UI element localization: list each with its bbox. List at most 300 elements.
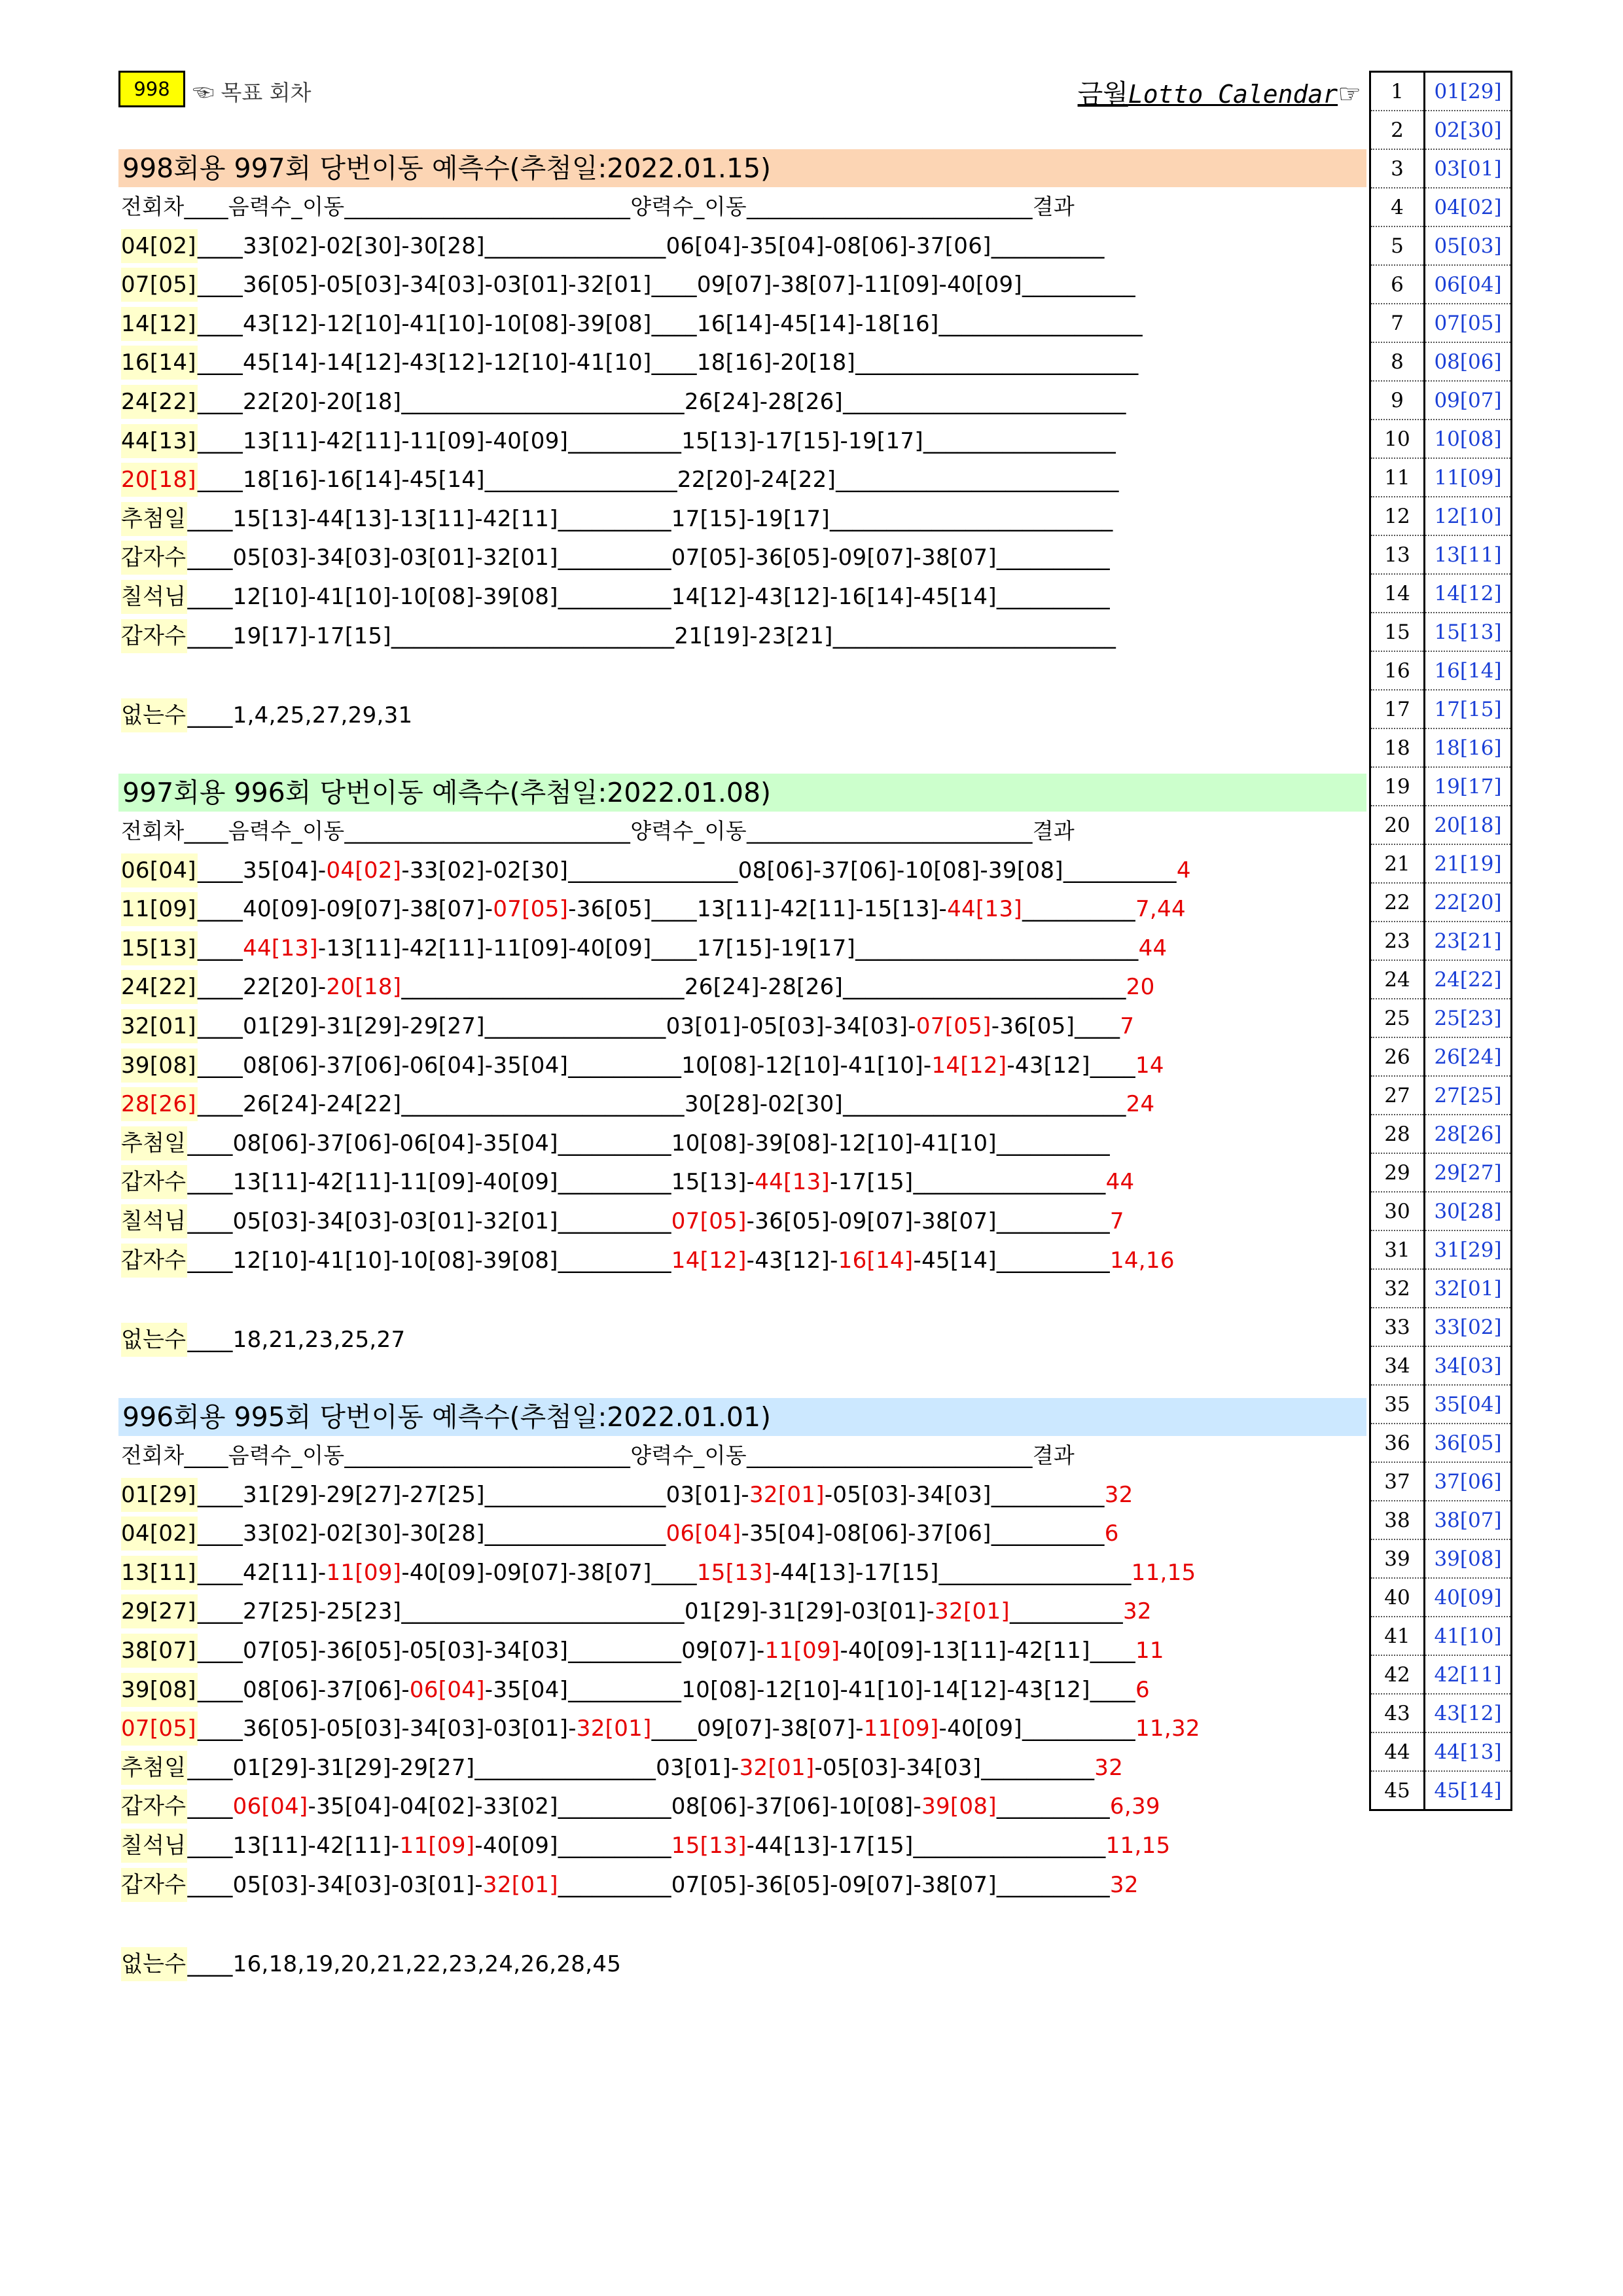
section-title-text: 회용 995회 당번이동 예측수(추첨일:2022.01.01)	[173, 1401, 772, 1433]
row-label: 04[02]	[121, 229, 198, 263]
row-label: 갑자수	[121, 1165, 187, 1199]
calendar-row	[1370, 1192, 1512, 1230]
calendar-day: 1	[1370, 72, 1425, 111]
calendar-lunar-value: 15[13]	[1425, 613, 1512, 651]
calendar-day: 45	[1370, 1771, 1425, 1810]
row-label: 추첨일	[121, 1126, 187, 1160]
row-text: -45[14]__________	[913, 1247, 1110, 1274]
header-cell: 전회차	[121, 818, 185, 844]
row-text: ____08[06]-37[06]-	[197, 1676, 410, 1703]
calendar-row	[1370, 1153, 1512, 1192]
calendar-row	[1370, 72, 1512, 111]
hit-number: 7	[1109, 1208, 1124, 1234]
row-text: ____27[25]-25[23]_________________________01[29]-31[29]-03[01]-	[197, 1598, 935, 1625]
calendar-lunar-value: 42[11]	[1425, 1655, 1512, 1694]
row-label: 갑자수	[121, 619, 187, 653]
row-text: -36[05]____	[991, 1013, 1120, 1039]
calendar-row	[1370, 1501, 1512, 1539]
header-cell: ____음력수_이동__________________________	[184, 194, 631, 219]
calendar-lunar-value: 37[06]	[1425, 1462, 1512, 1501]
row-text: ____05[03]-34[03]-03[01]-	[187, 1871, 483, 1898]
calendar-lunar-value: 34[03]	[1425, 1346, 1512, 1385]
calendar-row	[1370, 806, 1512, 844]
row-label: 32[01]	[121, 1009, 198, 1043]
prediction-row	[121, 619, 1116, 653]
missing-numbers-label: 없는수	[121, 1323, 187, 1357]
row-text: -40[09]__________	[474, 1833, 671, 1859]
header-cell: 전회차	[121, 1443, 185, 1468]
calendar-lunar-value: 24[22]	[1425, 960, 1512, 999]
missing-numbers-row	[121, 1323, 405, 1357]
hit-number: 32	[1109, 1871, 1139, 1898]
calendar-row	[1370, 1230, 1512, 1269]
calendar-lunar-value: 35[04]	[1425, 1385, 1512, 1424]
row-text: -44[13]-17[15]_________________	[746, 1833, 1106, 1859]
row-text: ____12[10]-41[10]-10[08]-39[08]__________14[12]-43[12]-16[14]-45[14]__________	[187, 584, 1110, 610]
hit-number: 06[04]	[409, 1676, 485, 1703]
prediction-row	[121, 1751, 1123, 1785]
row-label: 15[13]	[121, 931, 198, 965]
target-round-box	[118, 71, 185, 107]
hit-number: 44	[1105, 1169, 1135, 1196]
calendar-lunar-value: 07[05]	[1425, 304, 1512, 342]
prediction-row	[121, 1478, 1133, 1512]
calendar-lunar-value: 14[12]	[1425, 574, 1512, 613]
calendar-day: 43	[1370, 1694, 1425, 1732]
calendar-day: 17	[1370, 690, 1425, 728]
calendar-lunar-value: 06[04]	[1425, 265, 1512, 304]
row-text: __________	[996, 1793, 1110, 1820]
calendar-lunar-value: 23[21]	[1425, 922, 1512, 960]
calendar-row	[1370, 149, 1512, 188]
missing-numbers-value: ____16,18,19,20,21,22,23,24,26,28,45	[187, 1950, 622, 1977]
hit-number: 4	[1176, 857, 1191, 884]
hit-number: 14[12]	[671, 1247, 747, 1274]
row-text: -36[05]-09[07]-38[07]__________	[746, 1208, 1110, 1234]
calendar-row	[1370, 883, 1512, 922]
prediction-row	[121, 1594, 1152, 1628]
calendar-day: 11	[1370, 458, 1425, 497]
prediction-row	[121, 853, 1191, 888]
section-title-round: 998	[122, 152, 174, 184]
hit-number: 44[13]	[243, 935, 318, 961]
calendar-day: 31	[1370, 1230, 1425, 1269]
calendar-day: 2	[1370, 111, 1425, 149]
prediction-row	[121, 268, 1135, 302]
prediction-row	[121, 346, 1139, 380]
hit-number: 32[01]	[749, 1481, 825, 1508]
calendar-day: 4	[1370, 188, 1425, 226]
header-cell: 양력수_이동__________________________	[630, 1443, 1033, 1468]
row-text: ____33[02]-02[30]-30[28]________________	[197, 1520, 666, 1547]
prediction-row	[121, 1868, 1139, 1902]
header-cell: 양력수_이동__________________________	[630, 194, 1033, 219]
hit-number: 44[13]	[947, 896, 1022, 923]
calendar-row	[1370, 1539, 1512, 1578]
calendar-lunar-value: 20[18]	[1425, 806, 1512, 844]
header-cell: ____음력수_이동__________________________	[184, 818, 631, 844]
calendar-row	[1370, 111, 1512, 149]
calendar-lunar-value: 11[09]	[1425, 458, 1512, 497]
row-text: ____22[20]-	[197, 974, 327, 1001]
prediction-row	[121, 1673, 1150, 1707]
calendar-day: 16	[1370, 651, 1425, 690]
calendar-day: 38	[1370, 1501, 1425, 1539]
calendar-lunar-value: 36[05]	[1425, 1424, 1512, 1462]
row-text: __________	[1009, 1598, 1123, 1625]
calendar-row	[1370, 844, 1512, 883]
calendar-day: 34	[1370, 1346, 1425, 1385]
hit-number: 7	[1120, 1013, 1135, 1039]
row-text: ____40[09]-09[07]-38[07]-	[197, 896, 493, 923]
calendar-row	[1370, 535, 1512, 574]
calendar-lunar-value: 09[07]	[1425, 381, 1512, 420]
hit-number: 24	[1126, 1091, 1155, 1118]
calendar-row	[1370, 999, 1512, 1037]
calendar-lunar-value: 38[07]	[1425, 1501, 1512, 1539]
row-text: _________________________26[24]-28[26]_________________________	[401, 974, 1126, 1001]
calendar-row	[1370, 265, 1512, 304]
calendar-lunar-value: 12[10]	[1425, 497, 1512, 535]
row-text: -40[09]-13[11]-42[11]____	[840, 1638, 1135, 1664]
row-text: ____33[02]-02[30]-30[28]________________06[04]-35[04]-08[06]-37[06]__________	[197, 232, 1105, 259]
calendar-day: 21	[1370, 844, 1425, 883]
row-label: 38[07]	[121, 1634, 198, 1668]
hit-number: 16[14]	[838, 1247, 914, 1274]
calendar-row	[1370, 1424, 1512, 1462]
row-label: 칠석님	[121, 1204, 187, 1238]
section-header-row	[121, 1439, 1075, 1473]
row-text: ____22[20]-20[18]_________________________26[24]-28[26]_________________________	[197, 389, 1126, 415]
calendar-row	[1370, 342, 1512, 381]
row-text: ____01[29]-31[29]-29[27]________________03[01]-	[187, 1754, 740, 1781]
hit-number: 07[05]	[671, 1208, 747, 1234]
row-label: 갑자수	[121, 1868, 187, 1902]
calendar-row	[1370, 1346, 1512, 1385]
calendar-day: 8	[1370, 342, 1425, 381]
calendar-day: 26	[1370, 1037, 1425, 1076]
calendar-day: 13	[1370, 535, 1425, 574]
row-text: ____09[07]-38[07]-	[651, 1715, 864, 1742]
calendar-day: 32	[1370, 1269, 1425, 1308]
calendar-lunar-value: 18[16]	[1425, 728, 1512, 767]
calendar-day: 28	[1370, 1115, 1425, 1153]
calendar-lunar-value: 21[19]	[1425, 844, 1512, 883]
hit-number: 6	[1135, 1676, 1150, 1703]
calendar-row	[1370, 1037, 1512, 1076]
missing-numbers-row	[121, 1947, 621, 1981]
hit-number: 6,39	[1109, 1793, 1160, 1820]
prediction-row	[121, 1204, 1124, 1238]
calendar-row	[1370, 1617, 1512, 1655]
row-text: __________	[1022, 896, 1135, 923]
row-text: ____42[11]-	[197, 1559, 327, 1586]
section-title-text: 회용 996회 당번이동 예측수(추첨일:2022.01.08)	[173, 777, 772, 808]
calendar-day: 40	[1370, 1578, 1425, 1617]
hit-number: 14[12]	[931, 1052, 1007, 1079]
calendar-lunar-value: 30[28]	[1425, 1192, 1512, 1230]
prediction-row	[121, 931, 1167, 965]
section-title	[118, 149, 1366, 187]
calendar-day: 10	[1370, 420, 1425, 458]
row-text: ____08[06]-37[06]-06[04]-35[04]__________10[08]-12[10]-41[10]-	[197, 1052, 932, 1079]
calendar-row	[1370, 381, 1512, 420]
row-text: ____36[05]-05[03]-34[03]-03[01]-32[01]____09[07]-38[07]-11[09]-40[09]__________	[197, 272, 1135, 298]
calendar-day: 33	[1370, 1308, 1425, 1346]
prediction-row	[121, 1789, 1160, 1823]
hit-number: 04[02]	[326, 857, 402, 884]
row-text: ____43[12]-12[10]-41[10]-10[08]-39[08]____16[14]-45[14]-18[16]__________________	[197, 310, 1143, 337]
calendar-title	[1078, 73, 1361, 111]
calendar-lunar-value: 02[30]	[1425, 111, 1512, 149]
hit-number: 7,44	[1135, 896, 1186, 923]
prediction-row	[121, 1126, 1110, 1160]
calendar-day: 25	[1370, 999, 1425, 1037]
prediction-row	[121, 229, 1105, 263]
calendar-lunar-value: 29[27]	[1425, 1153, 1512, 1192]
calendar-title-main: Lotto Calendar	[1128, 80, 1338, 109]
prediction-row	[121, 1049, 1164, 1083]
hit-number: 14	[1135, 1052, 1164, 1079]
row-label: 39[08]	[121, 1049, 198, 1083]
calendar-row	[1370, 1076, 1512, 1115]
hit-number: 20	[1126, 974, 1155, 1001]
section-title-round: 996	[122, 1401, 174, 1433]
missing-numbers-row	[121, 698, 413, 732]
row-text: -40[09]-09[07]-38[07]____	[401, 1559, 697, 1586]
row-text: -43[12]-	[746, 1247, 838, 1274]
row-text: -13[11]-42[11]-11[09]-40[09]____17[15]-19[17]_________________________	[317, 935, 1139, 961]
hit-number: 11,15	[1105, 1833, 1171, 1859]
hit-number: 11	[1135, 1638, 1164, 1664]
row-label: 갑자수	[121, 541, 187, 575]
calendar-day: 39	[1370, 1539, 1425, 1578]
row-text: -43[12]____	[1007, 1052, 1135, 1079]
calendar-lunar-value: 19[17]	[1425, 767, 1512, 806]
row-text: ____18[16]-16[14]-45[14]_________________22[20]-24[22]_________________________	[197, 467, 1119, 493]
header-cell: ____음력수_이동__________________________	[184, 1443, 631, 1468]
calendar-day: 42	[1370, 1655, 1425, 1694]
row-text: ____12[10]-41[10]-10[08]-39[08]__________	[187, 1247, 671, 1274]
row-label: 04[02]	[121, 1516, 198, 1551]
calendar-day: 41	[1370, 1617, 1425, 1655]
calendar-row	[1370, 960, 1512, 999]
row-text: ____01[29]-31[29]-29[27]________________03[01]-05[03]-34[03]-	[197, 1013, 916, 1039]
row-text: ____45[14]-14[12]-43[12]-12[10]-41[10]____18[16]-20[18]_________________________	[197, 350, 1139, 376]
calendar-day: 24	[1370, 960, 1425, 999]
calendar-row	[1370, 1732, 1512, 1771]
row-label: 13[11]	[121, 1556, 198, 1590]
calendar-day: 27	[1370, 1076, 1425, 1115]
row-text: -35[04]__________10[08]-12[10]-41[10]-14[12]-43[12]____	[484, 1676, 1135, 1703]
calendar-lunar-value: 17[15]	[1425, 690, 1512, 728]
calendar-day: 35	[1370, 1385, 1425, 1424]
calendar-row	[1370, 226, 1512, 265]
row-text: ____35[04]-	[197, 857, 327, 884]
hit-number: 14,16	[1109, 1247, 1175, 1274]
calendar-day: 23	[1370, 922, 1425, 960]
calendar-day: 12	[1370, 497, 1425, 535]
hit-number: 07[05]	[493, 896, 569, 923]
calendar-day: 30	[1370, 1192, 1425, 1230]
hit-number: 39[08]	[921, 1793, 997, 1820]
header-cell: 결과	[1032, 194, 1075, 219]
row-text: ____31[29]-29[27]-27[25]________________03[01]-	[197, 1481, 749, 1508]
section-header-row	[121, 814, 1075, 848]
calendar-lunar-value: 10[08]	[1425, 420, 1512, 458]
calendar-day: 7	[1370, 304, 1425, 342]
hit-number: 06[04]	[666, 1520, 741, 1547]
calendar-day: 15	[1370, 613, 1425, 651]
hit-number: 07[05]	[916, 1013, 991, 1039]
missing-numbers-label: 없는수	[121, 698, 187, 732]
row-label: 추첨일	[121, 502, 187, 536]
row-text: -36[05]____13[11]-42[11]-15[13]-	[568, 896, 948, 923]
calendar-row	[1370, 1115, 1512, 1153]
calendar-lunar-value: 28[26]	[1425, 1115, 1512, 1153]
calendar-row	[1370, 1385, 1512, 1424]
target-round-value: 998	[134, 78, 170, 100]
calendar-row	[1370, 1269, 1512, 1308]
calendar-row	[1370, 1462, 1512, 1501]
section-title-round: 997	[122, 777, 174, 808]
calendar-day: 22	[1370, 883, 1425, 922]
row-text: -05[03]-34[03]__________	[824, 1481, 1105, 1508]
calendar-day: 37	[1370, 1462, 1425, 1501]
row-text: ____08[06]-37[06]-06[04]-35[04]__________10[08]-39[08]-12[10]-41[10]__________	[187, 1130, 1110, 1157]
calendar-day: 3	[1370, 149, 1425, 188]
calendar-lunar-value: 27[25]	[1425, 1076, 1512, 1115]
calendar-row	[1370, 1578, 1512, 1617]
calendar-lunar-value: 41[10]	[1425, 1617, 1512, 1655]
calendar-table	[1369, 71, 1512, 1811]
hit-number: 11[09]	[326, 1559, 402, 1586]
prediction-row	[121, 307, 1143, 341]
calendar-day: 6	[1370, 265, 1425, 304]
row-label: 44[13]	[121, 424, 198, 458]
calendar-lunar-value: 22[20]	[1425, 883, 1512, 922]
row-text: ____15[13]-44[13]-13[11]-42[11]__________17[15]-19[17]_________________________	[187, 505, 1113, 532]
calendar-lunar-value: 13[11]	[1425, 535, 1512, 574]
calendar-day: 5	[1370, 226, 1425, 265]
calendar-lunar-value: 44[13]	[1425, 1732, 1512, 1771]
prediction-row	[121, 1165, 1134, 1199]
row-text: -05[03]-34[03]__________	[814, 1754, 1095, 1781]
calendar-row	[1370, 188, 1512, 226]
calendar-row	[1370, 497, 1512, 535]
row-label: 갑자수	[121, 1789, 187, 1823]
row-text: ____19[17]-17[15]_________________________21[19]-23[21]_________________________	[187, 622, 1116, 649]
prediction-row	[121, 1829, 1170, 1863]
calendar-day: 36	[1370, 1424, 1425, 1462]
hit-number: 32[01]	[576, 1715, 652, 1742]
row-text: -33[02]-02[30]_______________08[06]-37[06]-10[08]-39[08]__________	[401, 857, 1177, 884]
calendar-day: 29	[1370, 1153, 1425, 1192]
hit-number: 20[18]	[326, 974, 402, 1001]
calendar-row	[1370, 1308, 1512, 1346]
calendar-row	[1370, 651, 1512, 690]
calendar-row	[1370, 922, 1512, 960]
calendar-day: 44	[1370, 1732, 1425, 1771]
hit-number: 15[13]	[671, 1833, 747, 1859]
prediction-row	[121, 463, 1119, 497]
calendar-row	[1370, 1771, 1512, 1810]
row-text: ____13[11]-42[11]-11[09]-40[09]__________15[13]-	[187, 1169, 755, 1196]
calendar-day: 18	[1370, 728, 1425, 767]
calendar-row	[1370, 458, 1512, 497]
prediction-row	[121, 1087, 1155, 1121]
calendar-row	[1370, 1655, 1512, 1694]
hit-number: 11[09]	[764, 1638, 840, 1664]
calendar-day: 19	[1370, 767, 1425, 806]
missing-numbers-value: ____1,4,25,27,29,31	[187, 702, 413, 728]
row-label: 28[26]	[121, 1087, 198, 1121]
calendar-lunar-value: 33[02]	[1425, 1308, 1512, 1346]
row-text: -35[04]-04[02]-33[02]__________08[06]-37[06]-10[08]-	[308, 1793, 922, 1820]
row-label: 11[09]	[121, 892, 198, 926]
row-text: __________07[05]-36[05]-09[07]-38[07]__________	[558, 1871, 1110, 1898]
calendar-row	[1370, 1694, 1512, 1732]
calendar-lunar-value: 08[06]	[1425, 342, 1512, 381]
section-header-row	[121, 190, 1075, 224]
row-label: 추첨일	[121, 1751, 187, 1785]
calendar-row	[1370, 690, 1512, 728]
calendar-day: 20	[1370, 806, 1425, 844]
calendar-title-prefix: 금월	[1077, 79, 1128, 109]
pointing-hand-icon: ☞	[1338, 79, 1361, 109]
calendar-lunar-value: 05[03]	[1425, 226, 1512, 265]
row-label: 01[29]	[121, 1478, 198, 1512]
row-label: 06[04]	[121, 853, 198, 888]
calendar-row	[1370, 304, 1512, 342]
row-text: -40[09]__________	[938, 1715, 1135, 1742]
hit-number: 32	[1094, 1754, 1124, 1781]
row-text: ____36[05]-05[03]-34[03]-03[01]-	[197, 1715, 577, 1742]
calendar-row	[1370, 728, 1512, 767]
prediction-row	[121, 385, 1126, 419]
prediction-row	[121, 1244, 1175, 1278]
row-text: ____05[03]-34[03]-03[01]-32[01]__________07[05]-36[05]-09[07]-38[07]__________	[187, 545, 1110, 571]
calendar-lunar-value: 03[01]	[1425, 149, 1512, 188]
calendar-lunar-value: 04[02]	[1425, 188, 1512, 226]
prediction-row	[121, 892, 1186, 926]
row-label: 07[05]	[121, 1712, 198, 1746]
row-text: -17[15]_________________	[830, 1169, 1106, 1196]
header-cell: 결과	[1032, 818, 1075, 844]
hit-number: 11,15	[1131, 1559, 1196, 1586]
calendar-lunar-value: 25[23]	[1425, 999, 1512, 1037]
row-label: 07[05]	[121, 268, 198, 302]
prediction-row	[121, 580, 1110, 614]
row-text: -35[04]-08[06]-37[06]__________	[741, 1520, 1105, 1547]
row-text: ____05[03]-34[03]-03[01]-32[01]__________	[187, 1208, 671, 1234]
calendar-lunar-value: 39[08]	[1425, 1539, 1512, 1578]
hit-number: 32	[1104, 1481, 1133, 1508]
calendar-row	[1370, 574, 1512, 613]
row-text: ____13[11]-42[11]-	[187, 1833, 400, 1859]
row-label: 24[22]	[121, 970, 198, 1004]
calendar-row	[1370, 613, 1512, 651]
calendar-lunar-value: 45[14]	[1425, 1771, 1512, 1810]
hit-number: 32[01]	[935, 1598, 1010, 1625]
calendar-row	[1370, 420, 1512, 458]
header-cell: 결과	[1032, 1443, 1075, 1468]
row-label: 29[27]	[121, 1594, 198, 1628]
section-title-text: 회용 997회 당번이동 예측수(추첨일:2022.01.15)	[173, 152, 772, 184]
row-label: 24[22]	[121, 385, 198, 419]
calendar-lunar-value: 16[14]	[1425, 651, 1512, 690]
calendar-lunar-value: 26[24]	[1425, 1037, 1512, 1076]
